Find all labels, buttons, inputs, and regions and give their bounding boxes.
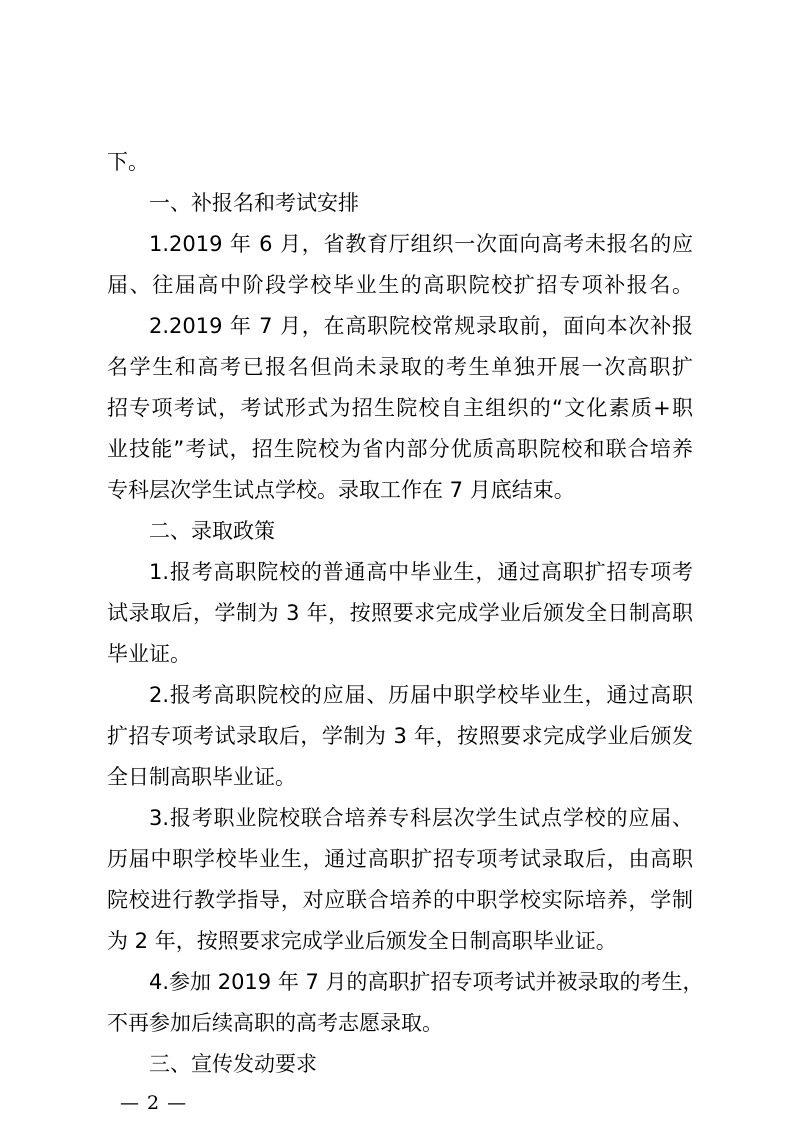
section-heading: 三、宣传发动要求 [149,1052,317,1076]
text-line: 招专项考试，考试形式为招生院校自主组织的“文化素质+职 [107,396,693,420]
text-line: 院校进行教学指导，对应联合培养的中职学校实际培养，学制 [107,888,693,912]
section-heading: 一、补报名和考试安排 [149,191,359,215]
text-line: 试录取后，学制为 3 年，按照要求完成学业后颁发全日制高职 [107,601,693,625]
text-line: 专科层次学生试点学校。录取工作在 7 月底结束。 [107,478,575,502]
text-line: 历届中职学校毕业生，通过高职扩招专项考试录取后，由高职 [107,847,693,871]
text-line: 4.参加 2019 年 7 月的高职扩招专项考试并被录取的考生， [149,970,704,994]
text-line: 届、往届高中阶段学校毕业生的高职院校扩招专项补报名。 [107,273,693,297]
text-line: 3.报考职业院校联合培养专科层次学生试点学校的应届、 [149,806,693,830]
text-line: 下。 [107,150,149,174]
text-line: 业技能”考试，招生院校为省内部分优质高职院校和联合培养 [107,437,693,461]
text-line: 为 2 年，按照要求完成学业后颁发全日制高职毕业证。 [107,929,617,953]
text-line: 2.报考高职院校的应届、历届中职学校毕业生，通过高职 [149,683,693,707]
text-line: 1.报考高职院校的普通高中毕业生，通过高职扩招专项考 [149,560,693,584]
text-line: 2.2019 年 7 月，在高职院校常规录取前，面向本次补报 [149,314,693,338]
section-heading: 二、录取政策 [149,519,275,543]
text-line: 名学生和高考已报名但尚未录取的考生单独开展一次高职扩 [107,355,693,379]
text-line: 扩招专项考试录取后，学制为 3 年，按照要求完成学业后颁发 [107,724,693,748]
text-line: 不再参加后续高职的高考志愿录取。 [107,1011,443,1035]
text-line: 1.2019 年 6 月，省教育厅组织一次面向高考未报名的应 [149,232,693,256]
page-number: — 2 — [120,1092,188,1114]
text-line: 全日制高职毕业证。 [107,765,296,789]
text-line: 毕业证。 [107,642,191,666]
